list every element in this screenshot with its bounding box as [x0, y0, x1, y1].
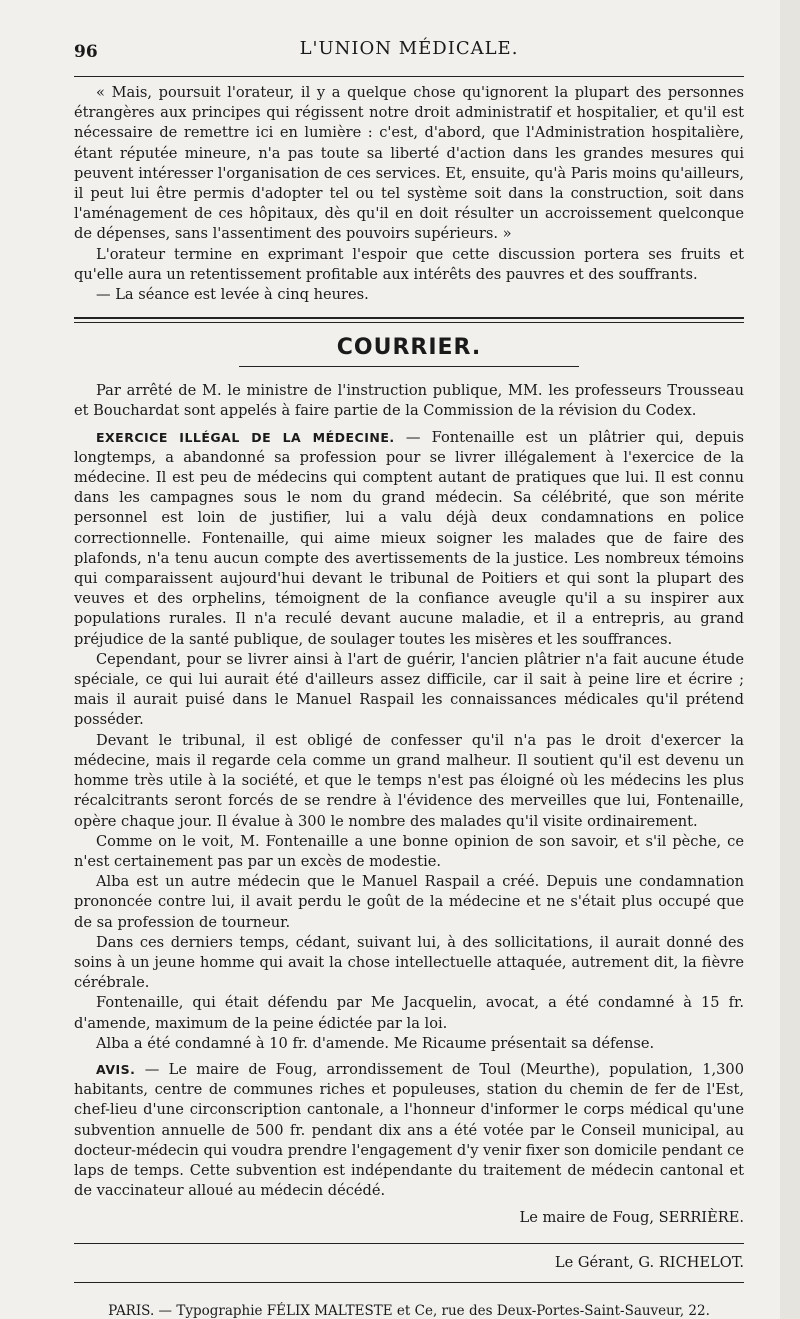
- modesty-paragraph: Comme on le voit, M. Fontenaille a une bonne opinion de son savoir, et s'il pèche, ce n'est certainement pas par un excès de modestie.: [74, 832, 744, 870]
- courrier-heading-rule: [239, 366, 579, 367]
- exercice-illegal-text: — Fontenaille est un plâtrier qui, depuis longtemps, a abandonné sa profession pour se livrer illégalement à l'exercice de la médecine. Il est peu de médecins qui comptent autant de pratiques que lui. Il est connu dans les campagnes sous le nom du grand médecin. Sa célébrité, que son mérite personnel est loin de justifier, lui a valu déjà deux condamnations en police correctionnelle. Fontenaille, qui aime mieux soigner les malades que de faire des plafonds, n'a tenu aucun compte des avertissements de la justice. Les nombreux témoins qui comparaissent aujourd'hui devant le tribunal de Poitiers et qui sont la plupart des veuves et des orphelins, témoignent de la confiance aveugle qu'il a su inspirer aux populations rurales. Il n'a reculé devant aucune maladie, et il a entrepris, au grand préjudice de la santé publique, de soulager toutes les misères et les souffrances.: [74, 428, 745, 648]
- alba-paragraph: Alba est un autre médecin que le Manuel Raspail a créé. Depuis une condamnation prononcée contre lui, il avait perdu le goût de la médecine et ne s'était plus occupé que de sa profession de tourneur.: [74, 873, 744, 931]
- exercice-illegal-paragraph: [74, 428, 744, 650]
- speech-quote-paragraph: « Mais, poursuit l'orateur, il y a quelque chose qu'ignorent la plupart des personnes étrangères aux principes qui régissent notre droit administratif et hospitalier, et qu'il est nécessaire de remettre ici en lumière : c'est, d'abord, que l'Administration hospitalière, étant réputée mineure, n'a pas toute sa liberté d'action dans les grandes mesures qui peuvent intéresser l'organisation de ces services. Et, ensuite, qu'à Paris moins qu'ailleurs, il peut lui être permis d'adopter tel ou tel système soit dans la construction, soit dans l'aménagement de ces hôpitaux, dès qu'il en doit résulter un accroissement quelconque de dépenses, sans l'assentiment des pouvoirs supérieurs. »: [74, 84, 744, 243]
- avis-rubric: AVIS.: [96, 1061, 136, 1077]
- header-rule: [74, 76, 744, 77]
- running-title: L'UNION MÉDICALE.: [299, 38, 519, 59]
- exercice-illegal-rubric: EXERCICE ILLÉGAL DE LA MÉDECINE.: [96, 429, 395, 445]
- codex-commission-paragraph: Par arrêté de M. le ministre de l'instruction publique, MM. les professeurs Trousseau et Bouchardat sont appelés à faire partie de la Commission de la révision du Codex.: [74, 382, 744, 420]
- page-header: [74, 30, 744, 68]
- tribunal-paragraph: Devant le tribunal, il est obligé de confesser qu'il n'a pas le droit d'exercer la médecine, mais il regarde cela comme un grand malheur. Il soutient qu'il est devenu un homme très utile à la société, et que le temps n'est pas éloigné où les médecins les plus récalcitrants seront forcés de se rendre à l'évidence des merveilles que lui, Fontenaille, opère chaque jour. Il évalue à 300 le nombre des malades qu'il visite ordinairement.: [74, 731, 744, 830]
- avis-paragraph: [74, 1060, 744, 1201]
- pretended-knowledge-paragraph: Cependant, pour se livrer ainsi à l'art de guérir, l'ancien plâtrier n'a fait aucune étude spéciale, ce qui lui aurait été d'ailleurs assez difficile, car il sait à peine lire et écrire ; mais il aurait puisé dans le Manuel Raspail les connaissances médicales qu'il prétend posséder.: [74, 650, 744, 729]
- alba-sentence-paragraph: Alba a été condamné à 10 fr. d'amende. Me Ricaume présentait sa défense.: [96, 1034, 655, 1052]
- fontenaille-sentence-paragraph: Fontenaille, qui était défendu par Me Jacquelin, avocat, a été condamné à 15 fr. d'amende, maximum de la peine édictée par la loi.: [74, 994, 744, 1032]
- footer-rule: [74, 1243, 744, 1244]
- courrier-heading: COURRIER.: [336, 335, 482, 361]
- speech-conclusion-paragraph: L'orateur termine en exprimant l'espoir que cette discussion portera ses fruits et qu'elle aura un retentissement profitable aux intérêts des pauvres et des souffrants.: [74, 245, 744, 283]
- session-closed-line: — La séance est levée à cinq heures.: [96, 286, 369, 304]
- printer-rule: [74, 1282, 744, 1283]
- mayor-signature: Le maire de Foug, SERRIÈRE.: [519, 1209, 744, 1227]
- page-number: 96: [74, 42, 98, 62]
- gerant-signature: Le Gérant, G. RICHELOT.: [554, 1254, 744, 1272]
- avis-text: — Le maire de Foug, arrondissement de Toul (Meurthe), population, 1,300 habitants, centre de communes riches et populeuses, station du chemin de fer de l'Est, chef-lieu d'une circonscription cantonale, a l'honneur d'informer le corps médical qu'une subvention annuelle de 500 fr. pendant dix ans a été votée par le Conseil municipal, au docteur-médecin qui voudra prendre l'engagement d'y venir fixer son domicile pendant ce laps de temps. Cette subvention est indépendante du traitement de médecin cantonal et de vaccinateur alloué au médecin décédé.: [74, 1060, 744, 1200]
- section-divider: [74, 317, 744, 323]
- printer-imprint: PARIS. — Typographie FÉLIX MALTESTE et Ce, rue des Deux-Portes-Saint-Sauveur, 22.: [108, 1303, 710, 1319]
- sollicitations-paragraph: Dans ces derniers temps, cédant, suivant lui, à des sollicitations, il aurait donné des soins à un jeune homme qui avait la chose intellectuelle attaquée, autrement dit, la fièvre cérébrale.: [74, 933, 744, 992]
